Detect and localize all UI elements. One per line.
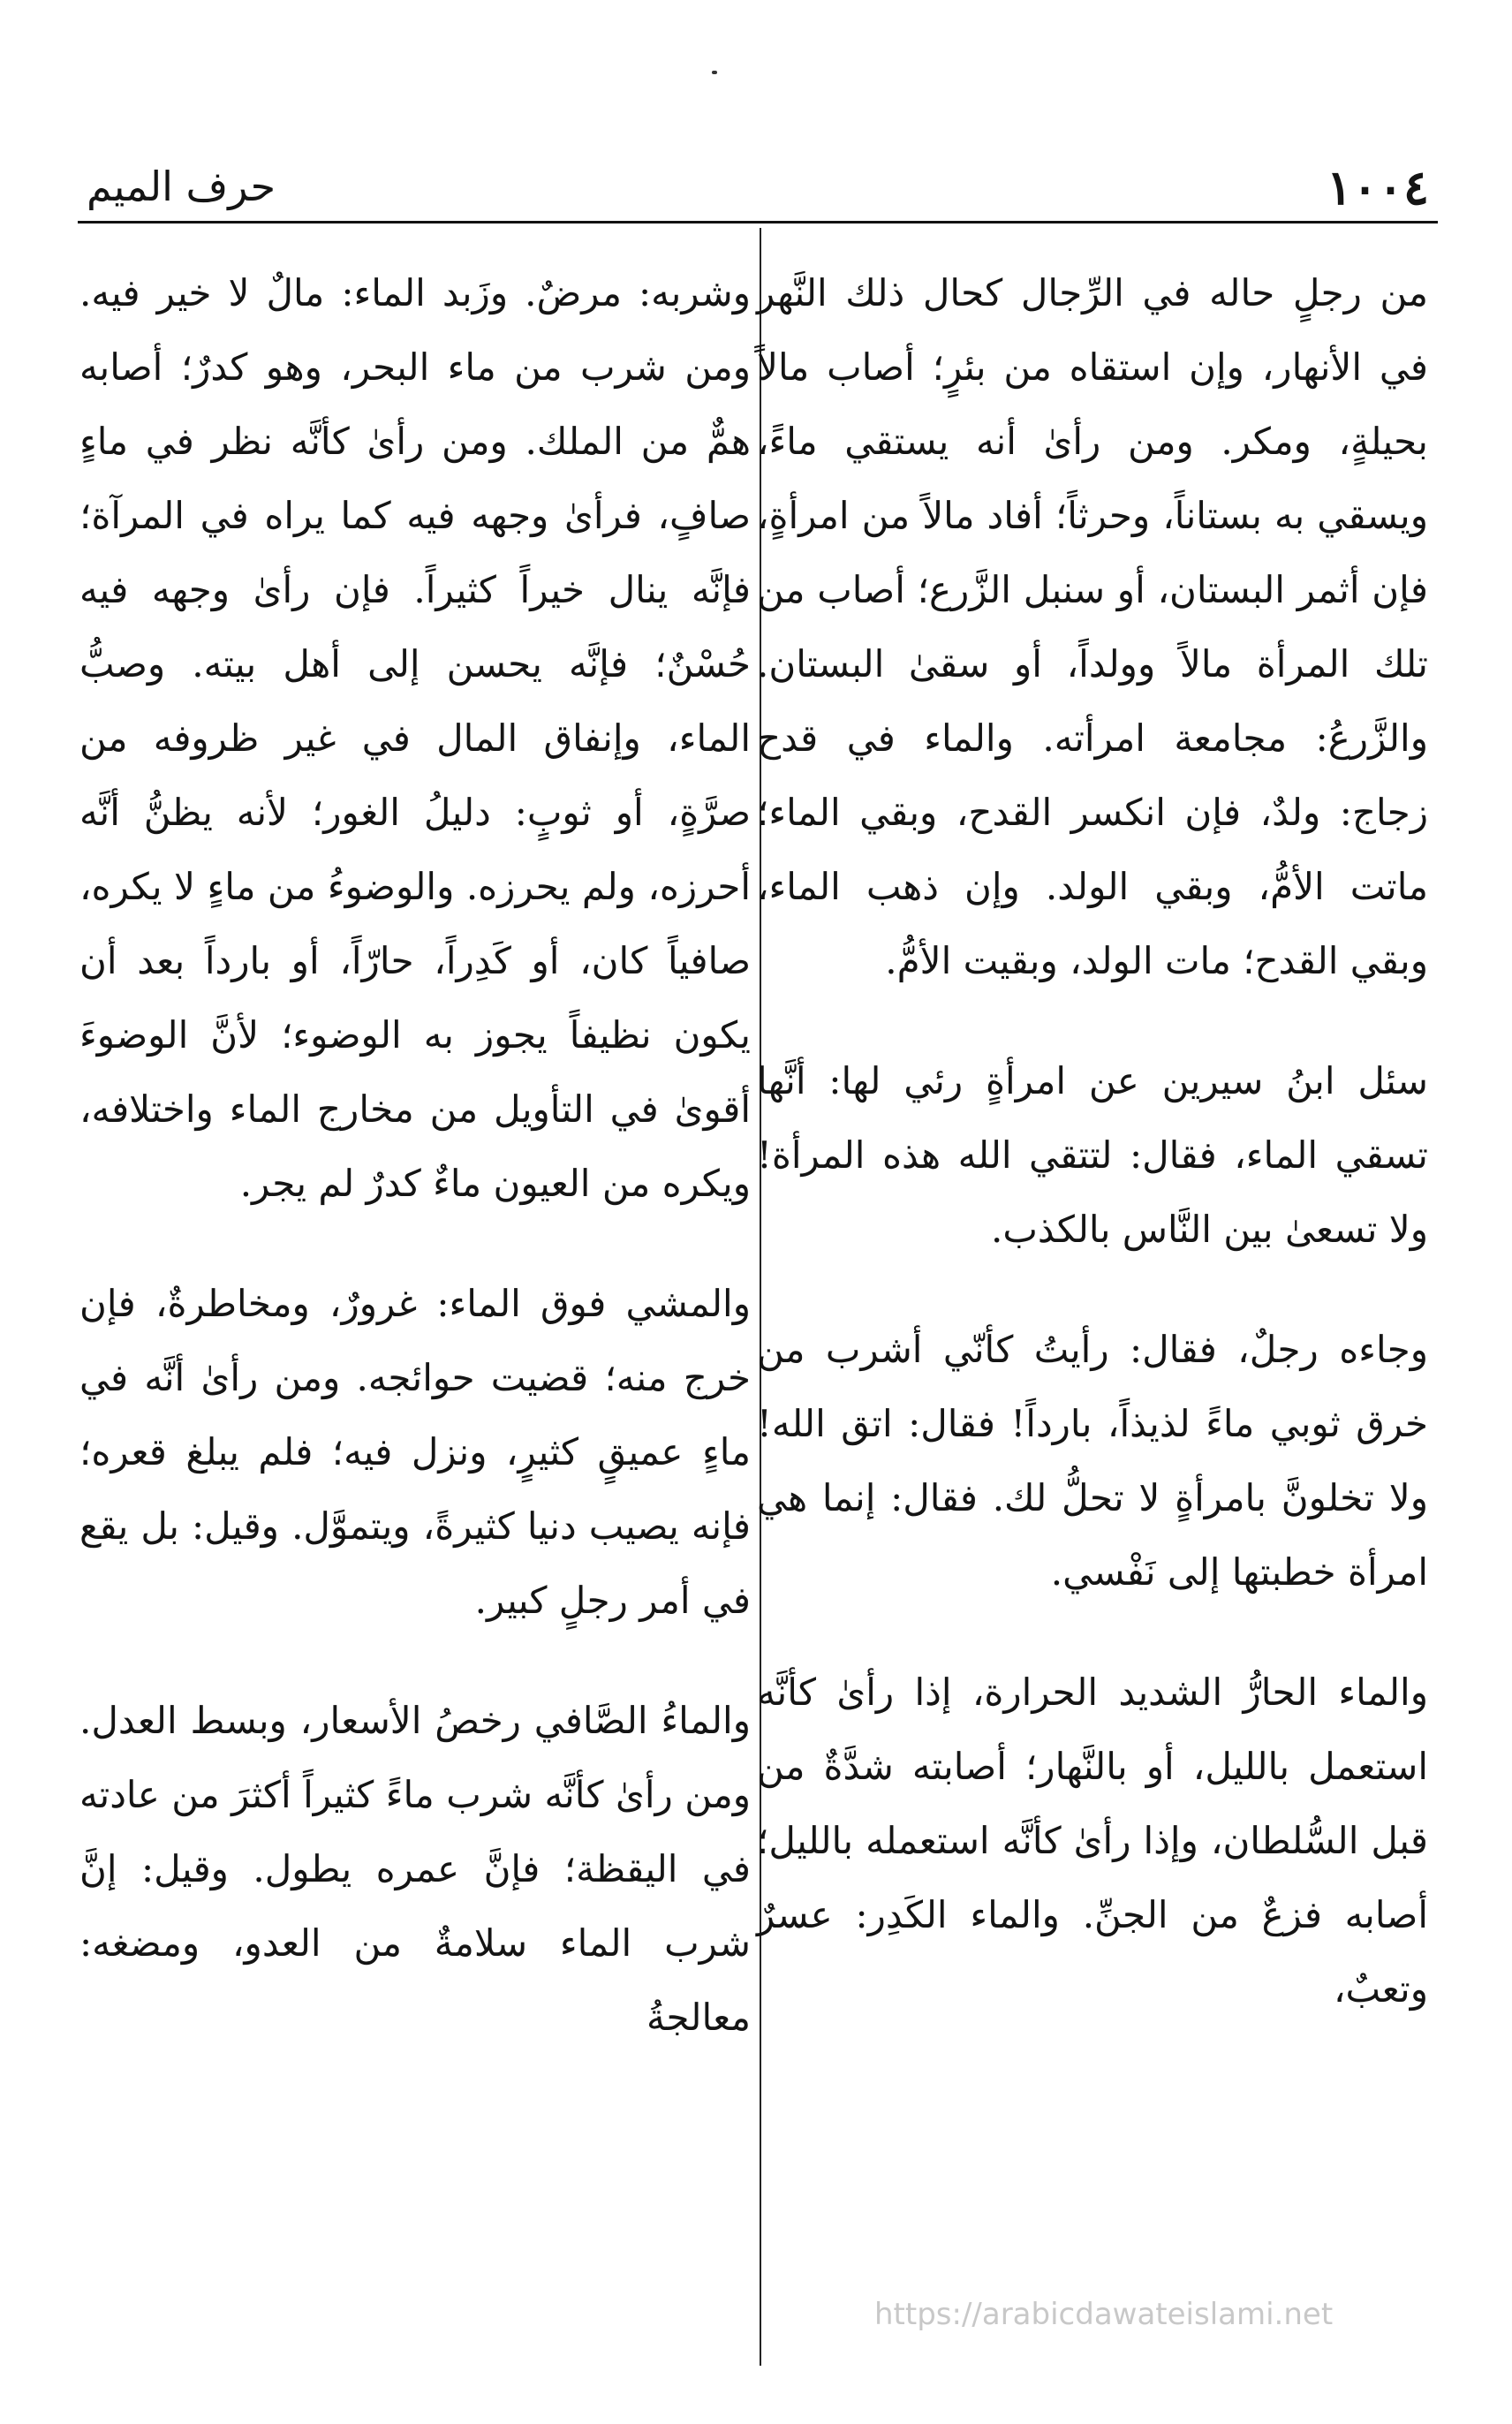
page-header (78, 159, 1438, 223)
page-number: ١٠٠٤ (1326, 159, 1429, 216)
paragraph: وشربه: مرضٌ. وزَبد الماء: مالٌ لا خير فيه. ومن شرب من ماء البحر، وهو كدرٌ؛ أصابه همٌّ من الملك. ومن رأىٰ كأنَّه نظر في ماءٍ صافٍ، فرأىٰ وجهه فيه كما يراه في المرآة؛ فإنَّه ينال خيراً كثيراً. فإن رأىٰ وجهه فيه حُسْنٌ؛ فإنَّه يحسن إلى أهل بيته. وصبُّ الماء، وإنفاق المال في غير ظروفه من صرَّةٍ، أو ثوبٍ: دليلُ الغور؛ لأنه يظنُّ أنَّه أحرزه، ولم يحرزه. والوضوءُ من ماءٍ لا يكره، صافياً كان، أو كَدِراً، حارّاً، أو بارداً بعد أن يكون نظيفاً يجوز به الوضوء؛ لأنَّ الوضوءَ أقوىٰ في التأويل من مخارج الماء واختلافه، ويكره من العيون ماءٌ كدرٌ لم يجر. (79, 271, 751, 1205)
watermark-url: https://arabicdawateislami.net (874, 2297, 1334, 2332)
scan-speck (712, 71, 717, 74)
paragraph: سئل ابنُ سيرين عن امرأةٍ رئي لها: أنَّها تسقي الماء، فقال: لتتقي الله هذه المرأة! ولا تسعىٰ بين النَّاس بالكذب. (757, 1059, 1428, 1251)
paragraph: والماء الحارُّ الشديد الحرارة، إذا رأىٰ كأنَّه استعمل بالليل، أو بالنَّهار؛ أصابته شدَّةٌ من قبل السُّلطان، وإذا رأىٰ كأنَّه استعمله بالليل؛ أصابه فزعٌ من الجنِّ. والماء الكَدِر: عسرٌ وتعبٌ، (757, 1670, 1428, 2011)
left-column (79, 256, 751, 2101)
paragraph: وجاءه رجلٌ، فقال: رأيتُ كأنّي أشرب من خرق ثوبي ماءً لذيذاً، بارداً! فقال: اتق الله! ولا تخلونَّ بامرأةٍ لا تحلُّ لك. فقال: إنما هي امرأة خطبتها إلى نَفْسي. (757, 1328, 1428, 1594)
paragraph: من رجلٍ حاله في الرِّجال كحال ذلك النَّهر في الأنهار، وإن استقاه من بئرٍ؛ أصاب مالاً بحيلةٍ، ومكر. ومن رأىٰ أنه يستقي ماءً، ويسقي به بستاناً، وحرثاً؛ أفاد مالاً من امرأةٍ، فإن أثمر البستان، أو سنبل الزَّرع؛ أصاب من تلك المرأة مالاً وولداً، أو سقىٰ البستان. والزَّرعُ: مجامعة امرأته. والماء في قدح زجاج: ولدٌ، فإن انكسر القدح، وبقي الماء؛ ماتت الأمُّ، وبقي الولد. وإن ذهب الماء، وبقي القدح؛ مات الولد، وبقيت الأمُّ. (757, 271, 1428, 982)
right-column (757, 256, 1428, 2072)
paragraph: والماءُ الصَّافي رخصُ الأسعار، وبسط العدل. ومن رأىٰ كأنَّه شرب ماءً كثيراً أكثرَ من عادته في اليقظة؛ فإنَّ عمره يطول. وقيل: إنَّ شرب الماء سلامةٌ من العدو، ومضغه: معالجةُ (79, 1699, 751, 2039)
paragraph: والمشي فوق الماء: غرورٌ، ومخاطرةٌ، فإن خرج منه؛ قضيت حوائجه. ومن رأىٰ أنَّه في ماءٍ عميقٍ كثيرٍ، ونزل فيه؛ فلم يبلغ قعره؛ فإنه يصيب دنيا كثيرةً، ويتموَّل. وقيل: بل يقع في أمر رجلٍ كبير. (79, 1282, 751, 1622)
running-head: حرف الميم (87, 163, 276, 210)
